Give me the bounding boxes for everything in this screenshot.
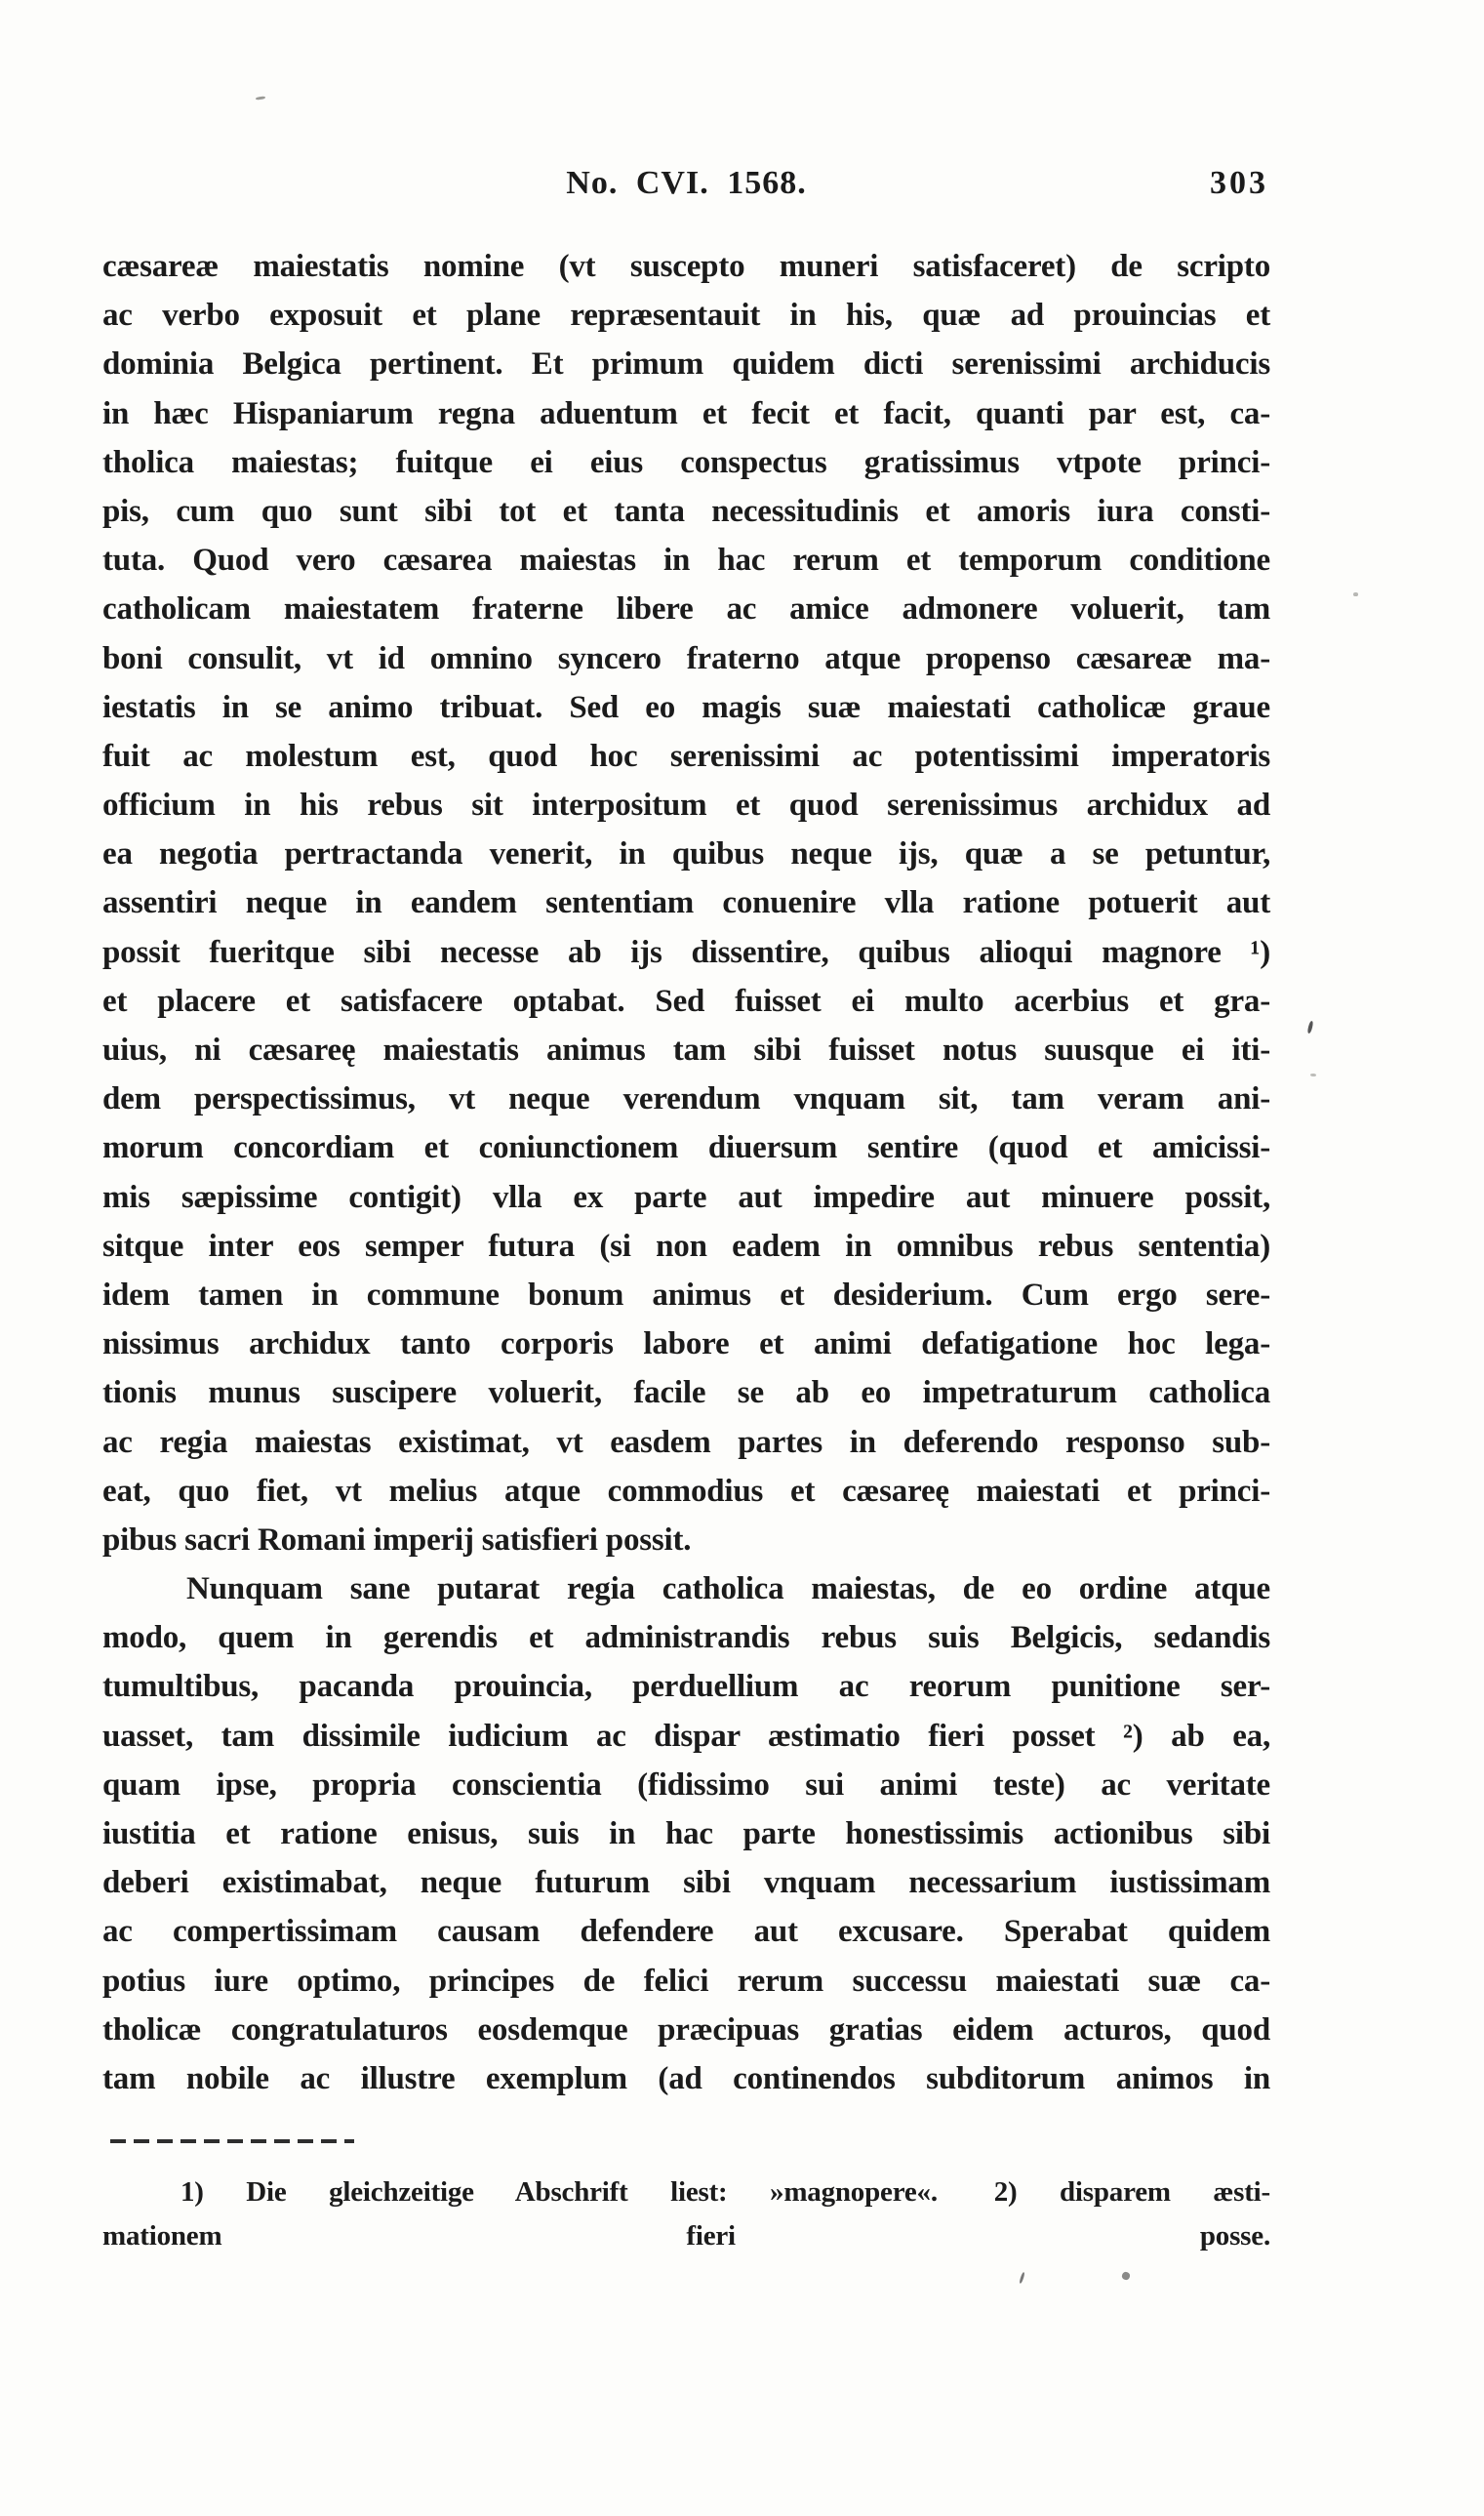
text-line: et placere et satisfacere optabat. Sed fuisset ei multo acerbius et gra- xyxy=(102,983,1270,1019)
text-line: eat, quo fiet, vt melius atque commodius et cæsareę maiestati et princi- xyxy=(102,1473,1270,1509)
scan-artifact xyxy=(256,96,265,100)
text-line: dominia Belgica pertinent. Et primum quidem dicti serenissimi archiducis xyxy=(102,346,1270,383)
text-line: officium in his rebus sit interpositum et quod serenissimus archidux ad xyxy=(102,788,1270,824)
text-line: tionis munus suscipere voluerit, facile se ab eo impetraturum catholica xyxy=(102,1375,1270,1411)
text-line: deberi existimabat, neque futurum sibi vnquam necessarium iustissimam xyxy=(102,1865,1270,1901)
text-line: morum concordiam et coniunctionem diuersum sentire (quod et amicissi- xyxy=(102,1130,1270,1166)
paragraph-2 xyxy=(102,1564,1270,2103)
page-number: 303 xyxy=(1210,165,1268,201)
text-line: possit fueritque sibi necesse ab ijs dissentire, quibus alioqui magnore ¹) xyxy=(102,934,1270,970)
text-line: tholicæ congratulaturos eosdemque præcipuas gratias eidem acturos, quod xyxy=(102,2011,1270,2048)
text-line: sitque inter eos semper futura (si non eadem in omnibus rebus sententia) xyxy=(102,1228,1270,1264)
text-line: pis, cum quo sunt sibi tot et tanta necessitudinis et amoris iura consti- xyxy=(102,493,1270,529)
text-line: quam ipse, propria conscientia (fidissimo sui animi teste) ac veritate xyxy=(102,1766,1270,1803)
text-line: modo, quem in gerendis et administrandis rebus suis Belgicis, sedandis xyxy=(102,1620,1270,1656)
text-line: mis sæpissime contigit) vlla ex parte aut impedire aut minuere possit, xyxy=(102,1179,1270,1215)
text-line: Nunquam sane putarat regia catholica maiestas, de eo ordine atque xyxy=(186,1571,1270,1607)
scan-artifact xyxy=(1121,2271,1131,2281)
text-line: idem tamen in commune bonum animus et desiderium. Cum ergo sere- xyxy=(102,1277,1270,1313)
footnote-separator xyxy=(110,2139,354,2143)
page-header xyxy=(102,166,1270,201)
text-line: ac regia maiestas existimat, vt easdem partes in deferendo responso sub- xyxy=(102,1424,1270,1460)
text-line: tam nobile ac illustre exemplum (ad continendos subditorum animos in xyxy=(102,2060,1270,2096)
scan-artifact xyxy=(1310,1074,1316,1076)
text-line: iustitia et ratione enisus, suis in hac parte honestissimis actionibus sibi xyxy=(102,1816,1270,1851)
text-line: potius iure optimo, principes de felici rerum successu maiestati suæ ca- xyxy=(102,1963,1270,1999)
text-line: tumultibus, pacanda prouincia, perduellium ac reorum punitione ser- xyxy=(102,1669,1270,1705)
text-line: cæsareæ maiestatis nomine (vt suscepto muneri satisfaceret) de scripto xyxy=(102,249,1270,284)
text-line: tholica maiestas; fuitque ei eius conspectus gratissimus vtpote princi- xyxy=(102,444,1270,480)
scan-artifact xyxy=(1353,592,1358,596)
scan-artifact xyxy=(1306,1021,1313,1035)
text-line: uius, ni cæsareę maiestatis animus tam sibi fuisset notus suusque ei iti- xyxy=(102,1033,1270,1068)
footnote-line: mationem fieri posse. xyxy=(102,2220,1270,2252)
paragraph-1 xyxy=(102,242,1270,1564)
text-line: in hæc Hispaniarum regna aduentum et fecit et facit, quanti par est, ca- xyxy=(102,395,1270,431)
text-line: boni consulit, vt id omnino syncero fraterno atque propenso cæsareæ ma- xyxy=(102,640,1270,676)
text-line: nissimus archidux tanto corporis labore et animi defatigatione hoc lega- xyxy=(102,1326,1270,1362)
text-line: assentiri neque in eandem sententiam conuenire vlla ratione potuerit aut xyxy=(102,885,1270,921)
scan-artifact xyxy=(1019,2272,1025,2284)
text-line: pibus sacri Romani imperij satisfieri possit. xyxy=(102,1522,692,1558)
text-line: dem perspectissimus, vt neque verendum vnquam sit, tam veram ani- xyxy=(102,1081,1270,1117)
text-line: ea negotia pertractanda venerit, in quibus neque ijs, quæ a se petuntur, xyxy=(102,836,1270,872)
text-line: ac compertissimam causam defendere aut excusare. Sperabat quidem xyxy=(102,1914,1270,1950)
body-text xyxy=(102,242,1270,2103)
text-line: catholicam maiestatem fraterne libere ac amice admonere voluerit, tam xyxy=(102,591,1270,628)
text-line: fuit ac molestum est, quod hoc serenissimi ac potentissimi imperatoris xyxy=(102,738,1270,774)
text-line: tuta. Quod vero cæsarea maiestas in hac rerum et temporum conditione xyxy=(102,543,1270,579)
text-line: uasset, tam dissimile iudicium ac dispar æstimatio fieri posset ²) ab ea, xyxy=(102,1718,1270,1754)
text-line: iestatis in se animo tribuat. Sed eo magis suæ maiestati catholicæ graue xyxy=(102,689,1270,725)
document-number-heading: No. CVI. 1568. xyxy=(566,165,807,201)
footnotes xyxy=(102,2171,1270,2258)
footnote-line: 1) Die gleichzeitige Abschrift liest: »magnopere«. 2) disparem æsti- xyxy=(180,2176,1270,2208)
text-line: ac verbo exposuit et plane repræsentauit in his, quæ ad prouincias et xyxy=(102,298,1270,334)
